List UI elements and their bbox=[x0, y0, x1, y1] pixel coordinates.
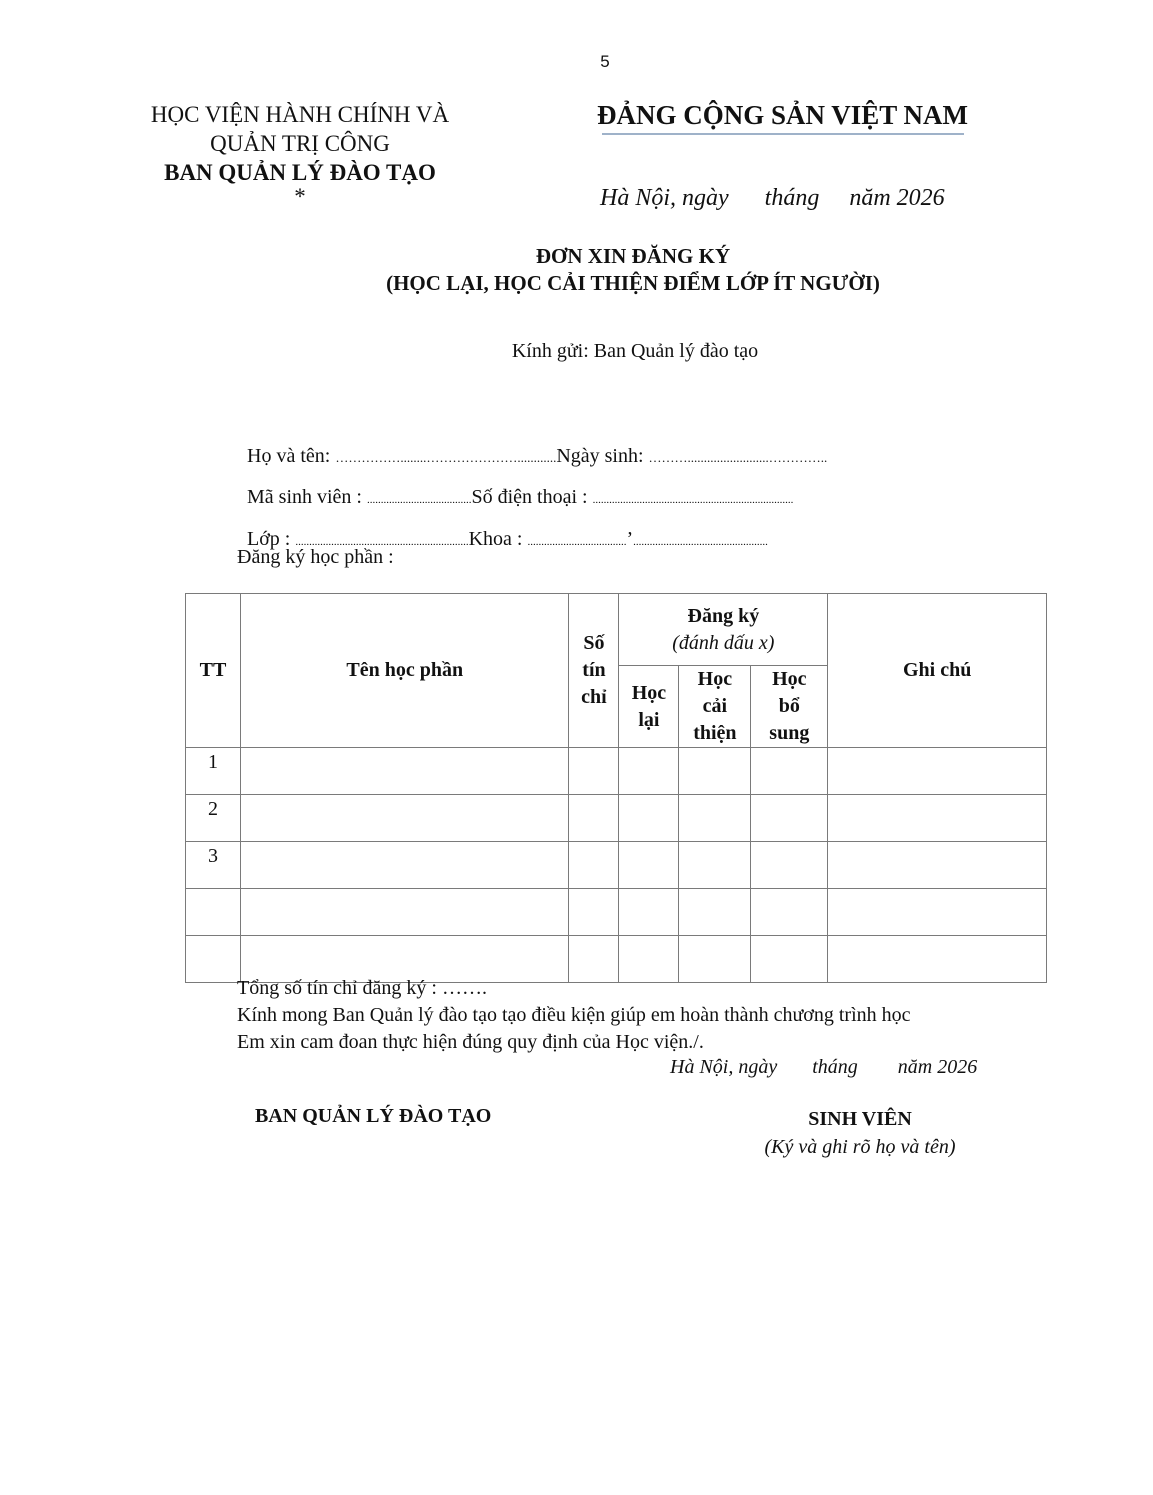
institution-name-line2: QUẢN TRỊ CÔNG bbox=[210, 131, 390, 156]
faculty-comma: ’ bbox=[626, 528, 634, 550]
notes-cell[interactable] bbox=[828, 936, 1047, 983]
header-tt: TT bbox=[186, 594, 241, 748]
table-row bbox=[186, 748, 1047, 795]
student-id-label: Mã sinh viên : bbox=[247, 486, 367, 508]
faculty-field[interactable]: .................................... bbox=[527, 536, 627, 548]
credits-cell[interactable] bbox=[569, 842, 619, 889]
header-right bbox=[585, 99, 980, 135]
institution-name-line1: HỌC VIỆN HÀNH CHÍNH VÀ bbox=[150, 102, 450, 127]
retake-cell[interactable] bbox=[619, 748, 679, 795]
row-number bbox=[186, 936, 241, 983]
asterisk-mark: * bbox=[294, 184, 306, 209]
faculty-field-extra[interactable]: ................................................. bbox=[633, 536, 768, 548]
header-notes: Ghi chú bbox=[828, 594, 1047, 748]
header-supplement-line3: sung bbox=[769, 722, 810, 744]
faculty-label: Khoa : bbox=[468, 528, 528, 550]
retake-cell[interactable] bbox=[619, 842, 679, 889]
form-title bbox=[0, 243, 1153, 297]
page-number: 5 bbox=[600, 52, 610, 71]
name-field[interactable]: ……………........…………………............ bbox=[335, 450, 557, 465]
credits-cell[interactable] bbox=[569, 795, 619, 842]
course-name-cell[interactable] bbox=[240, 842, 569, 889]
register-courses-label: Đăng ký học phần : bbox=[237, 546, 394, 568]
name-dob-line bbox=[237, 422, 827, 468]
class-field[interactable]: ............................................................... bbox=[295, 536, 469, 548]
header-improve-line1: Học bbox=[697, 668, 733, 690]
request-text: Kính mong Ban Quản lý đào tạo tạo điều kiện giúp em hoàn thành chương trình học bbox=[237, 1004, 911, 1026]
phone-field[interactable]: ......................................................................... bbox=[592, 494, 794, 506]
notes-cell[interactable] bbox=[828, 748, 1047, 795]
date-line-bottom: Hà Nội, ngày tháng năm 2026 bbox=[670, 1056, 978, 1078]
improve-cell[interactable] bbox=[679, 795, 751, 842]
class-label: Lớp : bbox=[247, 528, 296, 550]
signature-student-title: SINH VIÊN bbox=[808, 1108, 912, 1130]
header-supplement-line2: bổ bbox=[778, 695, 800, 717]
header-credits-line1: Số bbox=[583, 632, 605, 654]
improve-cell[interactable] bbox=[679, 936, 751, 983]
signature-student bbox=[700, 1105, 1020, 1161]
header-improve bbox=[679, 666, 751, 748]
header-retake bbox=[619, 666, 679, 748]
row-number: 3 bbox=[186, 842, 241, 889]
header-register-note: (đánh dấu x) bbox=[672, 631, 775, 654]
date-line-top: Hà Nội, ngày tháng năm 2026 bbox=[600, 185, 945, 211]
department-name: BAN QUẢN LÝ ĐÀO TẠO bbox=[164, 160, 436, 185]
row-number bbox=[186, 889, 241, 936]
header-improve-line2: cải bbox=[702, 695, 728, 717]
course-name-cell[interactable] bbox=[240, 889, 569, 936]
notes-cell[interactable] bbox=[828, 795, 1047, 842]
retake-cell[interactable] bbox=[619, 795, 679, 842]
total-credits-line: Tổng số tín chỉ đăng ký : ……. bbox=[237, 977, 487, 999]
name-label: Họ và tên: bbox=[247, 445, 336, 467]
studentid-phone-line bbox=[237, 463, 793, 509]
header-credits-line3: chỉ bbox=[581, 686, 607, 708]
header-supplement bbox=[751, 666, 828, 748]
header-credits bbox=[569, 594, 619, 748]
dob-label: Ngày sinh: bbox=[556, 445, 649, 467]
phone-label: Số điện thoại : bbox=[471, 486, 593, 508]
supplement-cell[interactable] bbox=[751, 889, 828, 936]
header-retake-line2: lại bbox=[638, 708, 660, 731]
supplement-cell[interactable] bbox=[751, 748, 828, 795]
header-supplement-line1: Học bbox=[772, 668, 807, 690]
credits-cell[interactable] bbox=[569, 889, 619, 936]
course-name-cell[interactable] bbox=[240, 748, 569, 795]
improve-cell[interactable] bbox=[679, 842, 751, 889]
form-title-line2: (HỌC LẠI, HỌC CẢI THIỆN ĐIỂM LỚP ÍT NGƯỜI) bbox=[386, 271, 880, 295]
row-number: 1 bbox=[186, 748, 241, 795]
class-faculty-line bbox=[237, 505, 768, 551]
header-register-title: Đăng ký bbox=[687, 604, 760, 627]
improve-cell[interactable] bbox=[679, 889, 751, 936]
student-id-field[interactable]: ...................................... bbox=[367, 494, 472, 506]
signature-training-office: BAN QUẢN LÝ ĐÀO TẠO bbox=[255, 1105, 492, 1127]
retake-cell[interactable] bbox=[619, 936, 679, 983]
table-row bbox=[186, 795, 1047, 842]
course-name-cell[interactable] bbox=[240, 795, 569, 842]
notes-cell[interactable] bbox=[828, 842, 1047, 889]
course-registration-table bbox=[185, 593, 1047, 983]
party-motto: ĐẢNG CỘNG SẢN VIỆT NAM bbox=[596, 100, 969, 130]
header-credits-line2: tín bbox=[582, 659, 606, 681]
dob-field[interactable]: ……….........................………….. bbox=[648, 450, 828, 465]
header-retake-line1: Học bbox=[631, 681, 667, 704]
header-left bbox=[110, 100, 490, 207]
table-row bbox=[186, 842, 1047, 889]
supplement-cell[interactable] bbox=[751, 842, 828, 889]
motto-underline bbox=[602, 133, 964, 135]
header-improve-line3: thiện bbox=[693, 722, 737, 744]
header-course-name: Tên học phần bbox=[240, 594, 569, 748]
row-number: 2 bbox=[186, 795, 241, 842]
credits-cell[interactable] bbox=[569, 936, 619, 983]
retake-cell[interactable] bbox=[619, 889, 679, 936]
signature-student-note: (Ký và ghi rõ họ và tên) bbox=[764, 1136, 956, 1158]
supplement-cell[interactable] bbox=[751, 795, 828, 842]
credits-cell[interactable] bbox=[569, 748, 619, 795]
form-title-line1: ĐƠN XIN ĐĂNG KÝ bbox=[535, 244, 731, 268]
improve-cell[interactable] bbox=[679, 748, 751, 795]
table-row bbox=[186, 889, 1047, 936]
commitment-text: Em xin cam đoan thực hiện đúng quy định của Học viện./. bbox=[237, 1031, 704, 1053]
header-register bbox=[619, 594, 828, 666]
supplement-cell[interactable] bbox=[751, 936, 828, 983]
notes-cell[interactable] bbox=[828, 889, 1047, 936]
recipient-line: Kính gửi: Ban Quản lý đào tạo bbox=[511, 340, 759, 362]
